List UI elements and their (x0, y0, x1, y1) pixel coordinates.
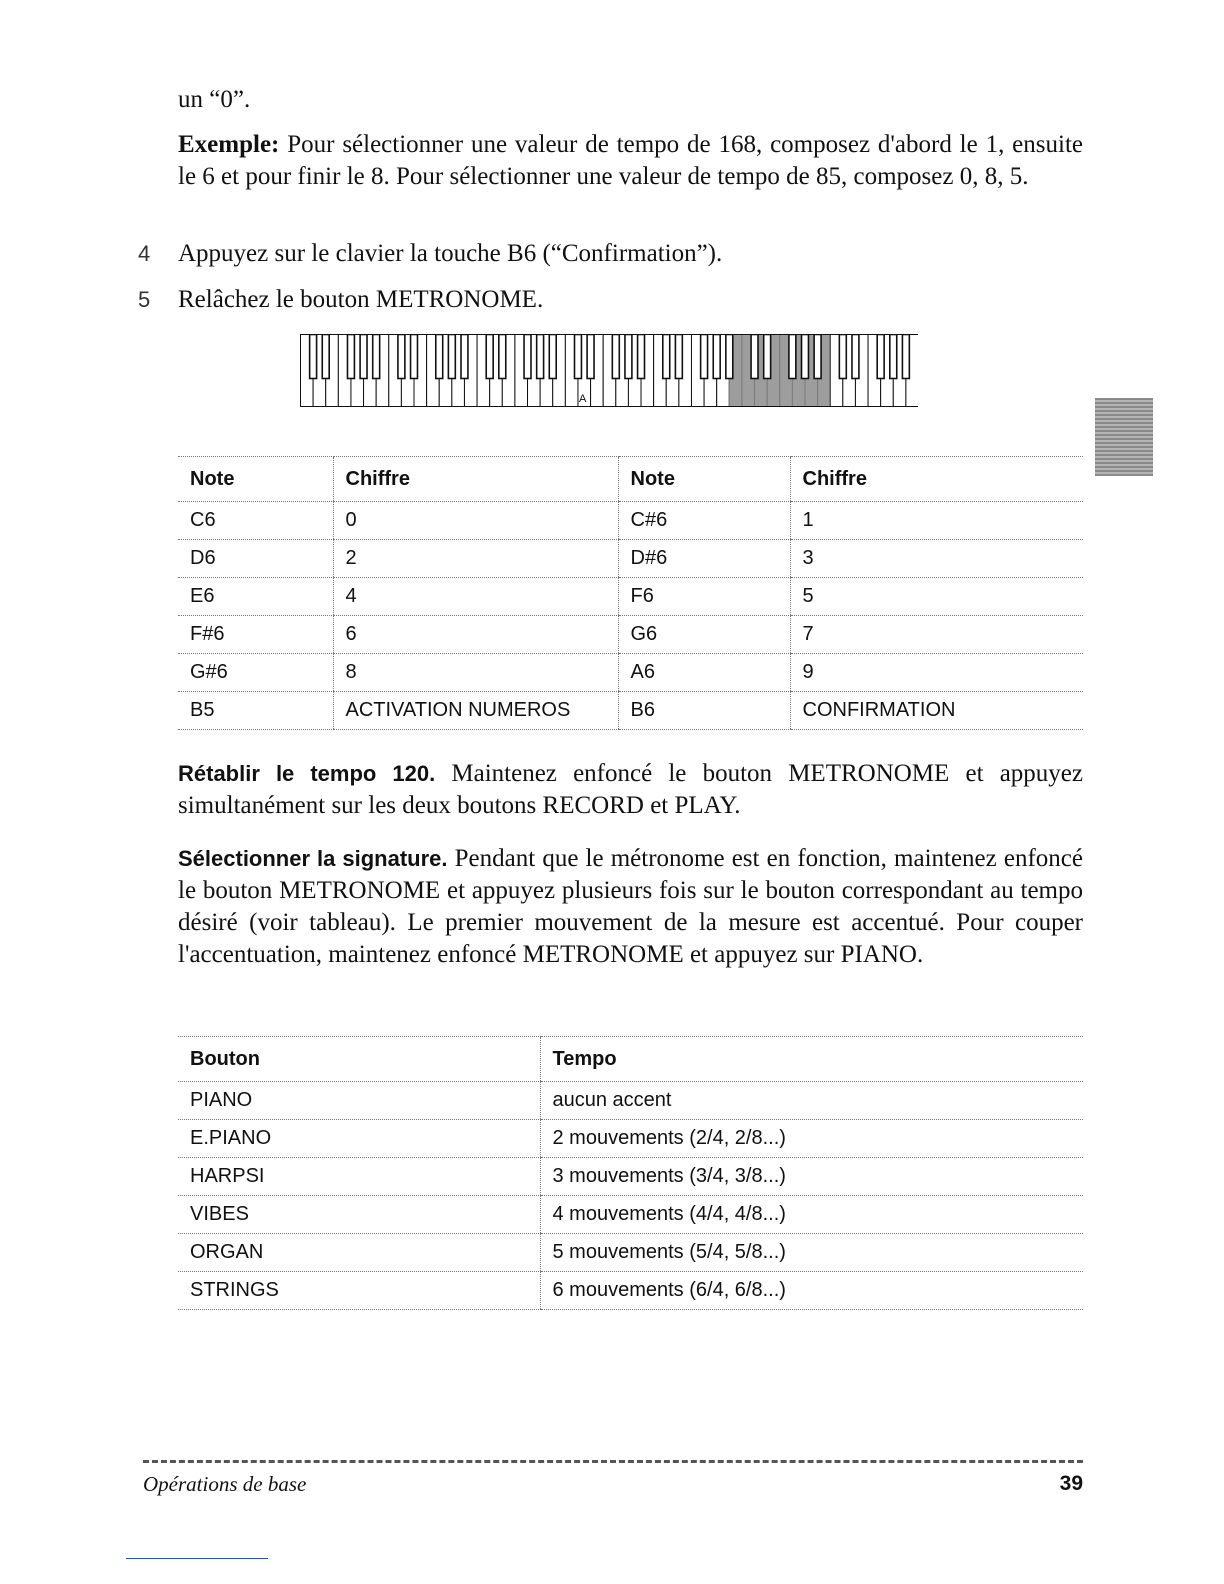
cell-note: C6 (178, 502, 333, 540)
black-key (575, 335, 582, 379)
black-key (625, 335, 632, 379)
header-tempo: Tempo (540, 1037, 1083, 1082)
cell-bouton: HARPSI (178, 1158, 540, 1196)
black-key (411, 335, 418, 379)
step-number: 4 (138, 241, 151, 266)
cell-chiffre: CONFIRMATION (790, 692, 1083, 730)
black-key (713, 335, 720, 379)
signature-label: Sélectionner la signature. (178, 846, 448, 871)
cell-bouton: STRINGS (178, 1272, 540, 1310)
example-text: Pour sélectionner une valeur de tempo de 168, composez d'abord le 1, ensuite le 6 et pour finir le 8. Pour sélectionner une valeur de tempo de 85, composez 0, 8, 5. (178, 131, 1083, 190)
header-note: Note (618, 457, 790, 502)
cell-note: C#6 (618, 502, 790, 540)
black-key (701, 335, 708, 379)
header-bouton: Bouton (178, 1037, 540, 1082)
table-header-row (178, 457, 1083, 502)
cell-chiffre: 8 (333, 654, 618, 692)
cell-chiffre: 5 (790, 578, 1083, 616)
cell-note: F6 (618, 578, 790, 616)
table-header-row (178, 1037, 1083, 1082)
signature-paragraph (178, 843, 1083, 971)
footer-section-title: Opérations de base (143, 1472, 307, 1496)
black-key (549, 335, 556, 379)
black-key (322, 335, 329, 379)
step-text: Appuyez sur le clavier la touche B6 (“Confirmation”). (178, 240, 723, 267)
cell-bouton: VIBES (178, 1196, 540, 1234)
chapter-tab (1095, 398, 1153, 476)
example-label: Exemple: (178, 131, 280, 158)
cell-tempo: aucun accent (540, 1082, 1083, 1120)
black-key (675, 335, 682, 379)
black-key (612, 335, 619, 379)
cell-tempo: 3 mouvements (3/4, 3/8...) (540, 1158, 1083, 1196)
table-row (178, 578, 1083, 616)
cell-note: E6 (178, 578, 333, 616)
black-key (448, 335, 455, 379)
intro-text: un “0”. (178, 86, 251, 113)
header-chiffre: Chiffre (333, 457, 618, 502)
step-5 (138, 284, 1083, 316)
cell-note: B6 (618, 692, 790, 730)
black-key (789, 335, 796, 379)
black-key (902, 335, 909, 379)
black-key (461, 335, 468, 379)
table-row (178, 540, 1083, 578)
retablir-paragraph (178, 758, 1083, 822)
notes-table (178, 456, 1083, 730)
cell-tempo: 5 mouvements (5/4, 5/8...) (540, 1234, 1083, 1272)
cell-tempo: 4 mouvements (4/4, 4/8...) (540, 1196, 1083, 1234)
table-row (178, 616, 1083, 654)
footer-divider (143, 1460, 1083, 1463)
cell-chiffre: 2 (333, 540, 618, 578)
cell-note: F#6 (178, 616, 333, 654)
black-key (486, 335, 493, 379)
page-number: 39 (1059, 1472, 1083, 1495)
black-key (751, 335, 758, 379)
step-text: Relâchez le bouton METRONOME. (178, 286, 544, 313)
cell-bouton: E.PIANO (178, 1120, 540, 1158)
cell-chiffre: 6 (333, 616, 618, 654)
cell-note: D6 (178, 540, 333, 578)
cell-chiffre: 0 (333, 502, 618, 540)
cell-note: D#6 (618, 540, 790, 578)
black-key (398, 335, 405, 379)
black-key (537, 335, 544, 379)
example-paragraph (178, 129, 1083, 193)
table-row (178, 1120, 1083, 1158)
black-key (877, 335, 884, 379)
header-chiffre: Chiffre (790, 457, 1083, 502)
table-row (178, 654, 1083, 692)
cell-chiffre: 4 (333, 578, 618, 616)
cell-note: B5 (178, 692, 333, 730)
table-row (178, 502, 1083, 540)
cell-note: G#6 (178, 654, 333, 692)
black-key (347, 335, 354, 379)
cell-chiffre: 3 (790, 540, 1083, 578)
cell-note: G6 (618, 616, 790, 654)
cell-tempo: 6 mouvements (6/4, 6/8...) (540, 1272, 1083, 1310)
keyboard-marker: A (579, 393, 587, 405)
step-number: 5 (138, 287, 151, 312)
black-key (638, 335, 645, 379)
keyboard-diagram (300, 334, 918, 408)
black-key (726, 335, 733, 379)
black-key (802, 335, 809, 379)
black-key (852, 335, 859, 379)
table-row (178, 1272, 1083, 1310)
black-key (436, 335, 443, 379)
header-note: Note (178, 457, 333, 502)
table-row (178, 692, 1083, 730)
cell-bouton: PIANO (178, 1082, 540, 1120)
black-key (663, 335, 670, 379)
retablir-label: Rétablir le tempo 120. (178, 761, 436, 786)
signature-text: Pendant que le métronome est en fonction, maintenez enfoncé le bouton METRONOME et appuyez plusieurs fois sur le bouton correspondant au tempo désiré (voir tableau). Le premier mouvement de la mesure est accentué. Pour couper l'accentuation, maintenez enfoncé METRONOME et appuyez sur PIANO. (178, 845, 1083, 968)
black-key (499, 335, 506, 379)
cell-chiffre: ACTIVATION NUMEROS (333, 692, 618, 730)
cell-chiffre: 9 (790, 654, 1083, 692)
cell-chiffre: 1 (790, 502, 1083, 540)
black-key (373, 335, 380, 379)
retablir-text: Maintenez enfoncé le bouton METRONOME et appuyez simultanément sur les deux boutons RECORD et PLAY. (178, 760, 1083, 819)
black-key (890, 335, 897, 379)
table-row (178, 1234, 1083, 1272)
table-row (178, 1196, 1083, 1234)
cell-bouton: ORGAN (178, 1234, 540, 1272)
tempo-table (178, 1036, 1083, 1310)
table-row (178, 1082, 1083, 1120)
black-key (360, 335, 367, 379)
table-row (178, 1158, 1083, 1196)
cell-note: A6 (618, 654, 790, 692)
black-key (764, 335, 771, 379)
bottom-rule (126, 1558, 268, 1559)
cell-tempo: 2 mouvements (2/4, 2/8...) (540, 1120, 1083, 1158)
cell-chiffre: 7 (790, 616, 1083, 654)
black-key (587, 335, 594, 379)
black-key (814, 335, 821, 379)
black-key (310, 335, 317, 379)
black-key (839, 335, 846, 379)
black-key (524, 335, 531, 379)
step-4 (138, 238, 1083, 270)
